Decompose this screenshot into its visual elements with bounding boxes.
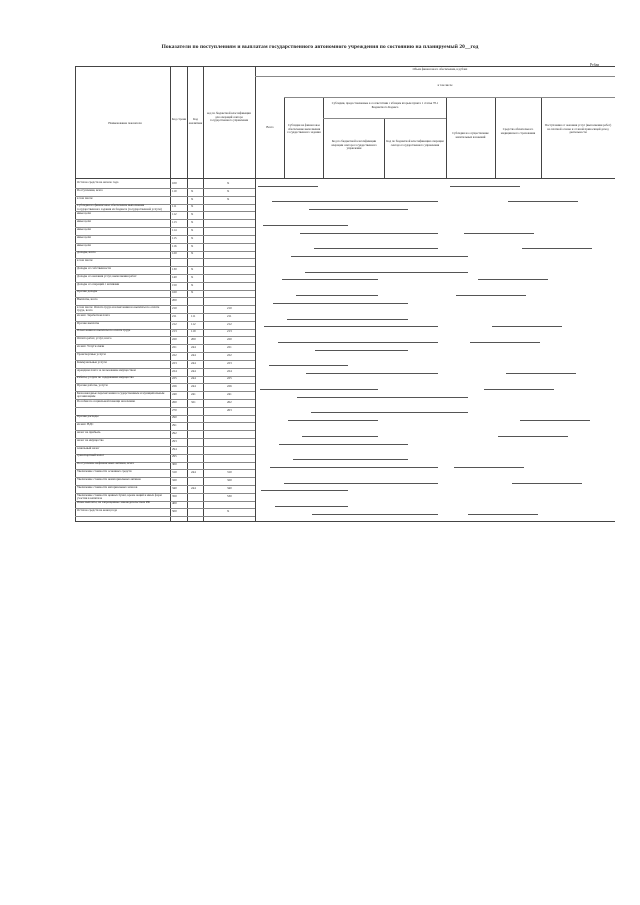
row-code: 140: [172, 274, 177, 279]
row-kosgu: 119: [191, 329, 196, 334]
row-kosgu: X: [191, 212, 194, 217]
empty-cell-line: [464, 233, 534, 234]
row-budget-code: X: [227, 196, 230, 201]
row-kosgu: 244: [191, 470, 196, 475]
empty-cell-line: [302, 436, 378, 437]
row-budget-code: 225: [227, 376, 232, 381]
row-code: 340: [172, 485, 177, 490]
unit-note: Рубли: [590, 63, 600, 67]
row-kosgu: 244: [191, 360, 196, 365]
row-code: 295: [172, 454, 177, 459]
row-budget-code: 211: [227, 313, 232, 318]
row-budget-code: 212: [227, 321, 232, 326]
row-code: 212: [172, 321, 177, 326]
empty-cell-line: [293, 459, 408, 460]
row-kosgu: 200: [191, 337, 196, 342]
row-label: Доходы от собственности: [77, 265, 111, 270]
row-kosgu: X: [191, 196, 194, 201]
col-total-header: Всего: [266, 125, 274, 129]
col-divider-total: [255, 66, 256, 521]
row-label: из них: Услуги связи: [77, 344, 105, 349]
row-kosgu: X: [191, 266, 194, 271]
row-code: 293: [172, 438, 177, 443]
col-income-header: Поступления от оказания услуг (выполнения работ) на платной основе и от иной приносящей доход деятельности: [544, 123, 612, 134]
header-bottom-border: [75, 178, 615, 179]
empty-cell-line: [305, 272, 468, 273]
row-kosgu: X: [191, 274, 194, 279]
row-label: Транспортные услуги: [77, 351, 106, 356]
row-kosgu: 244: [191, 376, 196, 381]
empty-cell-line: [450, 186, 520, 187]
row-label: иные цели: [77, 242, 91, 247]
row-kosgu: X: [191, 204, 194, 209]
row-label: Безвозмездные перечисления государственным и муниципальным организациям: [77, 390, 165, 399]
row-code: 200: [172, 298, 177, 303]
row-label: Увеличение стоимости материальных запасов: [77, 484, 138, 489]
row-label: Пособия по социальной помощи населению: [77, 398, 136, 403]
row-kosgu: 244: [191, 352, 196, 357]
row-label: Доходы от операций с активами: [77, 281, 120, 286]
row-budget-code: 226: [227, 384, 232, 389]
col-78-1-b-header: Код по бюджетной классификации операции сектора государственного управления: [386, 139, 444, 147]
empty-cell-line: [508, 201, 578, 202]
row-code: 292: [172, 431, 177, 436]
row-budget-code: 224: [227, 368, 232, 373]
row-label: Доходы от оказания услуг, выполнения работ: [77, 273, 137, 278]
row-label: иные цели: [77, 211, 91, 216]
col-budget-header: код по бюджетной классификации для операций сектора государственного управления: [207, 111, 251, 122]
empty-cell-line: [520, 420, 590, 421]
empty-cell-line: [311, 412, 468, 413]
document-title: Показатели по поступлениям и выплатам государственного автономного учреждения по состоянию на планируемый 20__год: [161, 44, 479, 50]
row-budget-code: 340: [227, 485, 232, 490]
row-code: 116: [172, 243, 177, 248]
empty-cell-line: [306, 373, 438, 374]
row-label: Прочие доходы: [77, 289, 98, 294]
row-kosgu: X: [191, 220, 194, 225]
row-kosgu: X: [191, 282, 194, 287]
row-budget-code: 223: [227, 360, 232, 365]
row-label: в том числе: Оплата труда и начисления на выплаты по оплате труда, всего: [77, 305, 160, 313]
row-code: 270: [172, 407, 177, 412]
row-label: Субсидия на финансовое обеспечение выполнения государственного задания из бюджета (государственной услуги): [77, 203, 162, 211]
row-code: 300: [172, 462, 177, 467]
empty-cell-line: [279, 444, 408, 445]
empty-cell-line: [478, 279, 548, 280]
row-label: Остаток средств на конец года: [77, 508, 117, 513]
empty-cell-line: [506, 373, 576, 374]
row-kosgu: X: [191, 251, 194, 256]
row-label: земельный налог: [77, 445, 100, 450]
row-code: 221: [172, 345, 177, 350]
row-label: иные цели: [77, 234, 91, 239]
row-label: Прочие работы, услуги: [77, 383, 108, 388]
row-code: 112: [172, 212, 177, 217]
row-label: из них: Заработная плата: [77, 312, 110, 317]
empty-cell-line: [275, 506, 348, 507]
row-budget-code: 310: [227, 470, 232, 475]
row-code: 160: [172, 290, 177, 295]
empty-cell-line: [492, 326, 562, 327]
empty-cell-line: [456, 295, 526, 296]
row-code: 213: [172, 329, 177, 334]
row-label: налог на имущество: [77, 437, 104, 442]
empty-cell-line: [512, 483, 582, 484]
row-budget-code: 320: [227, 477, 232, 482]
empty-cell-line: [269, 365, 348, 366]
empty-cell-line: [272, 201, 438, 202]
row-code: 225: [172, 376, 177, 381]
row-code: 220: [172, 337, 177, 342]
row-label: Прочие выплаты: [77, 320, 100, 325]
row-label: Поступление нефинансовых активов, всего: [77, 461, 135, 466]
row-code: 111: [172, 204, 177, 209]
row-budget-code: 262: [227, 399, 232, 404]
empty-cell-line: [315, 350, 408, 351]
row-label: Оплата работ, услуг, всего: [77, 336, 112, 341]
row-code: 223: [172, 360, 177, 365]
row-label: Увеличение стоимости нематериальных активов: [77, 476, 141, 481]
col-code-header: Код строки: [171, 117, 187, 121]
row-budget-code: 213: [227, 329, 232, 334]
empty-cell-line: [300, 233, 438, 234]
empty-cell-line: [484, 389, 554, 390]
row-label: Увеличение стоимости ценных бумаг, кроме акций и иных форм участия в капитале: [77, 492, 162, 500]
empty-cell-line: [278, 342, 438, 343]
row-label: Остаток средств на начало года: [77, 180, 119, 184]
col-oms-header: Средства обязательного медицинского страхования: [500, 127, 536, 135]
empty-cell-line: [282, 279, 378, 280]
table-top-border: [75, 66, 615, 67]
empty-cell-line: [287, 319, 408, 320]
row-code: 222: [172, 352, 177, 357]
row-code: 350: [172, 493, 177, 498]
row-label: Выплаты, всего: [77, 297, 98, 302]
volume-header: Объем финансового обеспечения, в рублях: [412, 67, 468, 71]
row-budget-code: 210: [227, 306, 232, 311]
empty-cell-line: [263, 225, 348, 226]
empty-cell-line: [273, 303, 408, 304]
row-label: Начисления на выплаты по оплате труда: [77, 328, 131, 333]
row-kosgu: X: [191, 235, 194, 240]
empty-cell-line: [498, 436, 568, 437]
row-kosgu: 244: [191, 345, 196, 350]
row-budget-code: 263: [227, 407, 232, 412]
row-budget-code: 222: [227, 352, 232, 357]
empty-cell-line: [284, 483, 438, 484]
row-budget-code: 241: [227, 391, 232, 396]
empty-cell-line: [314, 248, 438, 249]
empty-cell-line: [454, 467, 524, 468]
row-code: 120: [172, 251, 177, 256]
row-code: 320: [172, 477, 177, 482]
row-code: 211: [172, 313, 177, 318]
row-label: транспортный налог: [77, 453, 104, 458]
row-label: в том числе:: [77, 195, 94, 200]
empty-cell-line: [312, 514, 438, 515]
row-code: 500: [172, 509, 177, 514]
row-label: Увеличение стоимости основных средств: [77, 469, 132, 474]
empty-cell-line: [260, 389, 378, 390]
row-kosgu: X: [191, 188, 194, 193]
row-kosgu: X: [191, 227, 194, 232]
row-kosgu: 321: [191, 399, 196, 404]
table-bottom-border: [75, 521, 615, 522]
row-code: 294: [172, 446, 177, 451]
empty-cell-line: [258, 186, 318, 187]
row-label: Арендная плата за пользование имуществом: [77, 367, 136, 372]
row-budget-code: X: [227, 181, 230, 185]
col-state-task-header: Субсидия на финансовое обеспечение выполнения государственного задания: [287, 123, 321, 134]
row-label: Поступления, всего: [77, 187, 103, 192]
row-code: 260: [172, 399, 177, 404]
empty-cell-line: [297, 397, 468, 398]
row-code: 114: [172, 227, 177, 232]
row-label: налог на прибыль: [77, 430, 101, 435]
row-code: 224: [172, 368, 177, 373]
row-label: Иные выплаты, не запрещенные законодательством РФ: [77, 500, 150, 505]
empty-cell-line: [264, 326, 438, 327]
row-code: 110: [172, 188, 177, 193]
row-label: из них: НДС: [77, 422, 94, 427]
row-code: 113: [172, 220, 177, 225]
col-78-1-a-header: Код по бюджетной классификации операции сектора государственного управления: [331, 139, 377, 150]
empty-cell-line: [296, 295, 378, 296]
row-kosgu: 244: [191, 368, 196, 373]
row-code: 150: [172, 282, 177, 287]
row-label: Коммунальные услуги: [77, 359, 107, 364]
row-code: 130: [172, 266, 177, 271]
row-label: Прочие расходы: [77, 414, 99, 419]
row-budget-code: X: [227, 509, 230, 514]
empty-cell-line: [261, 490, 348, 491]
row-code: 310: [172, 470, 177, 475]
row-label: Доходы, всего: [77, 250, 96, 255]
empty-cell-line: [468, 514, 538, 515]
col-capital-header: Субсидии на осуществление капитальных вложений: [452, 131, 489, 139]
col-name-header: Наименование показателя: [108, 121, 142, 125]
empty-cell-line: [470, 342, 540, 343]
row-code: 210: [172, 306, 177, 311]
row-kosgu: X: [191, 290, 194, 295]
row-code: 226: [172, 384, 177, 389]
empty-cell-line: [288, 420, 378, 421]
row-kosgu: 244: [191, 485, 196, 490]
col-78-1-header: Субсидии, предоставляемые в соответствии с абзацем вторым пункта 1 статьи 78.1 Бюджетного Кодекса: [331, 101, 439, 109]
incl-header: в том числе: [437, 83, 453, 87]
row-code: 400: [172, 501, 177, 506]
empty-cell-line: [291, 256, 468, 257]
row-budget-code: X: [227, 188, 230, 193]
row-budget-code: 220: [227, 337, 232, 342]
empty-cell-line: [522, 248, 592, 249]
row-kosgu: 112: [191, 321, 196, 326]
row-kosgu: X: [191, 243, 194, 248]
empty-cell-line: [309, 209, 408, 210]
row-label: Работы, услуги по содержанию имущества: [77, 375, 134, 380]
row-kosgu: 111: [191, 313, 196, 318]
row-code: 290: [172, 415, 177, 420]
row-budget-code: 530: [227, 493, 232, 498]
row-label: в том числе:: [77, 258, 94, 263]
row-kosgu: 241: [191, 391, 196, 396]
empty-cell-line: [270, 467, 438, 468]
col-kosgu-header: Код аналитики: [188, 117, 203, 125]
row-budget-code: 221: [227, 345, 232, 350]
row-code: 240: [172, 391, 177, 396]
row-label: иные цели: [77, 219, 91, 224]
row-label: иные цели: [77, 226, 91, 231]
row-kosgu: 244: [191, 384, 196, 389]
row-code: 291: [172, 423, 177, 428]
row-code: 115: [172, 235, 177, 240]
row-code: 100: [172, 181, 177, 185]
